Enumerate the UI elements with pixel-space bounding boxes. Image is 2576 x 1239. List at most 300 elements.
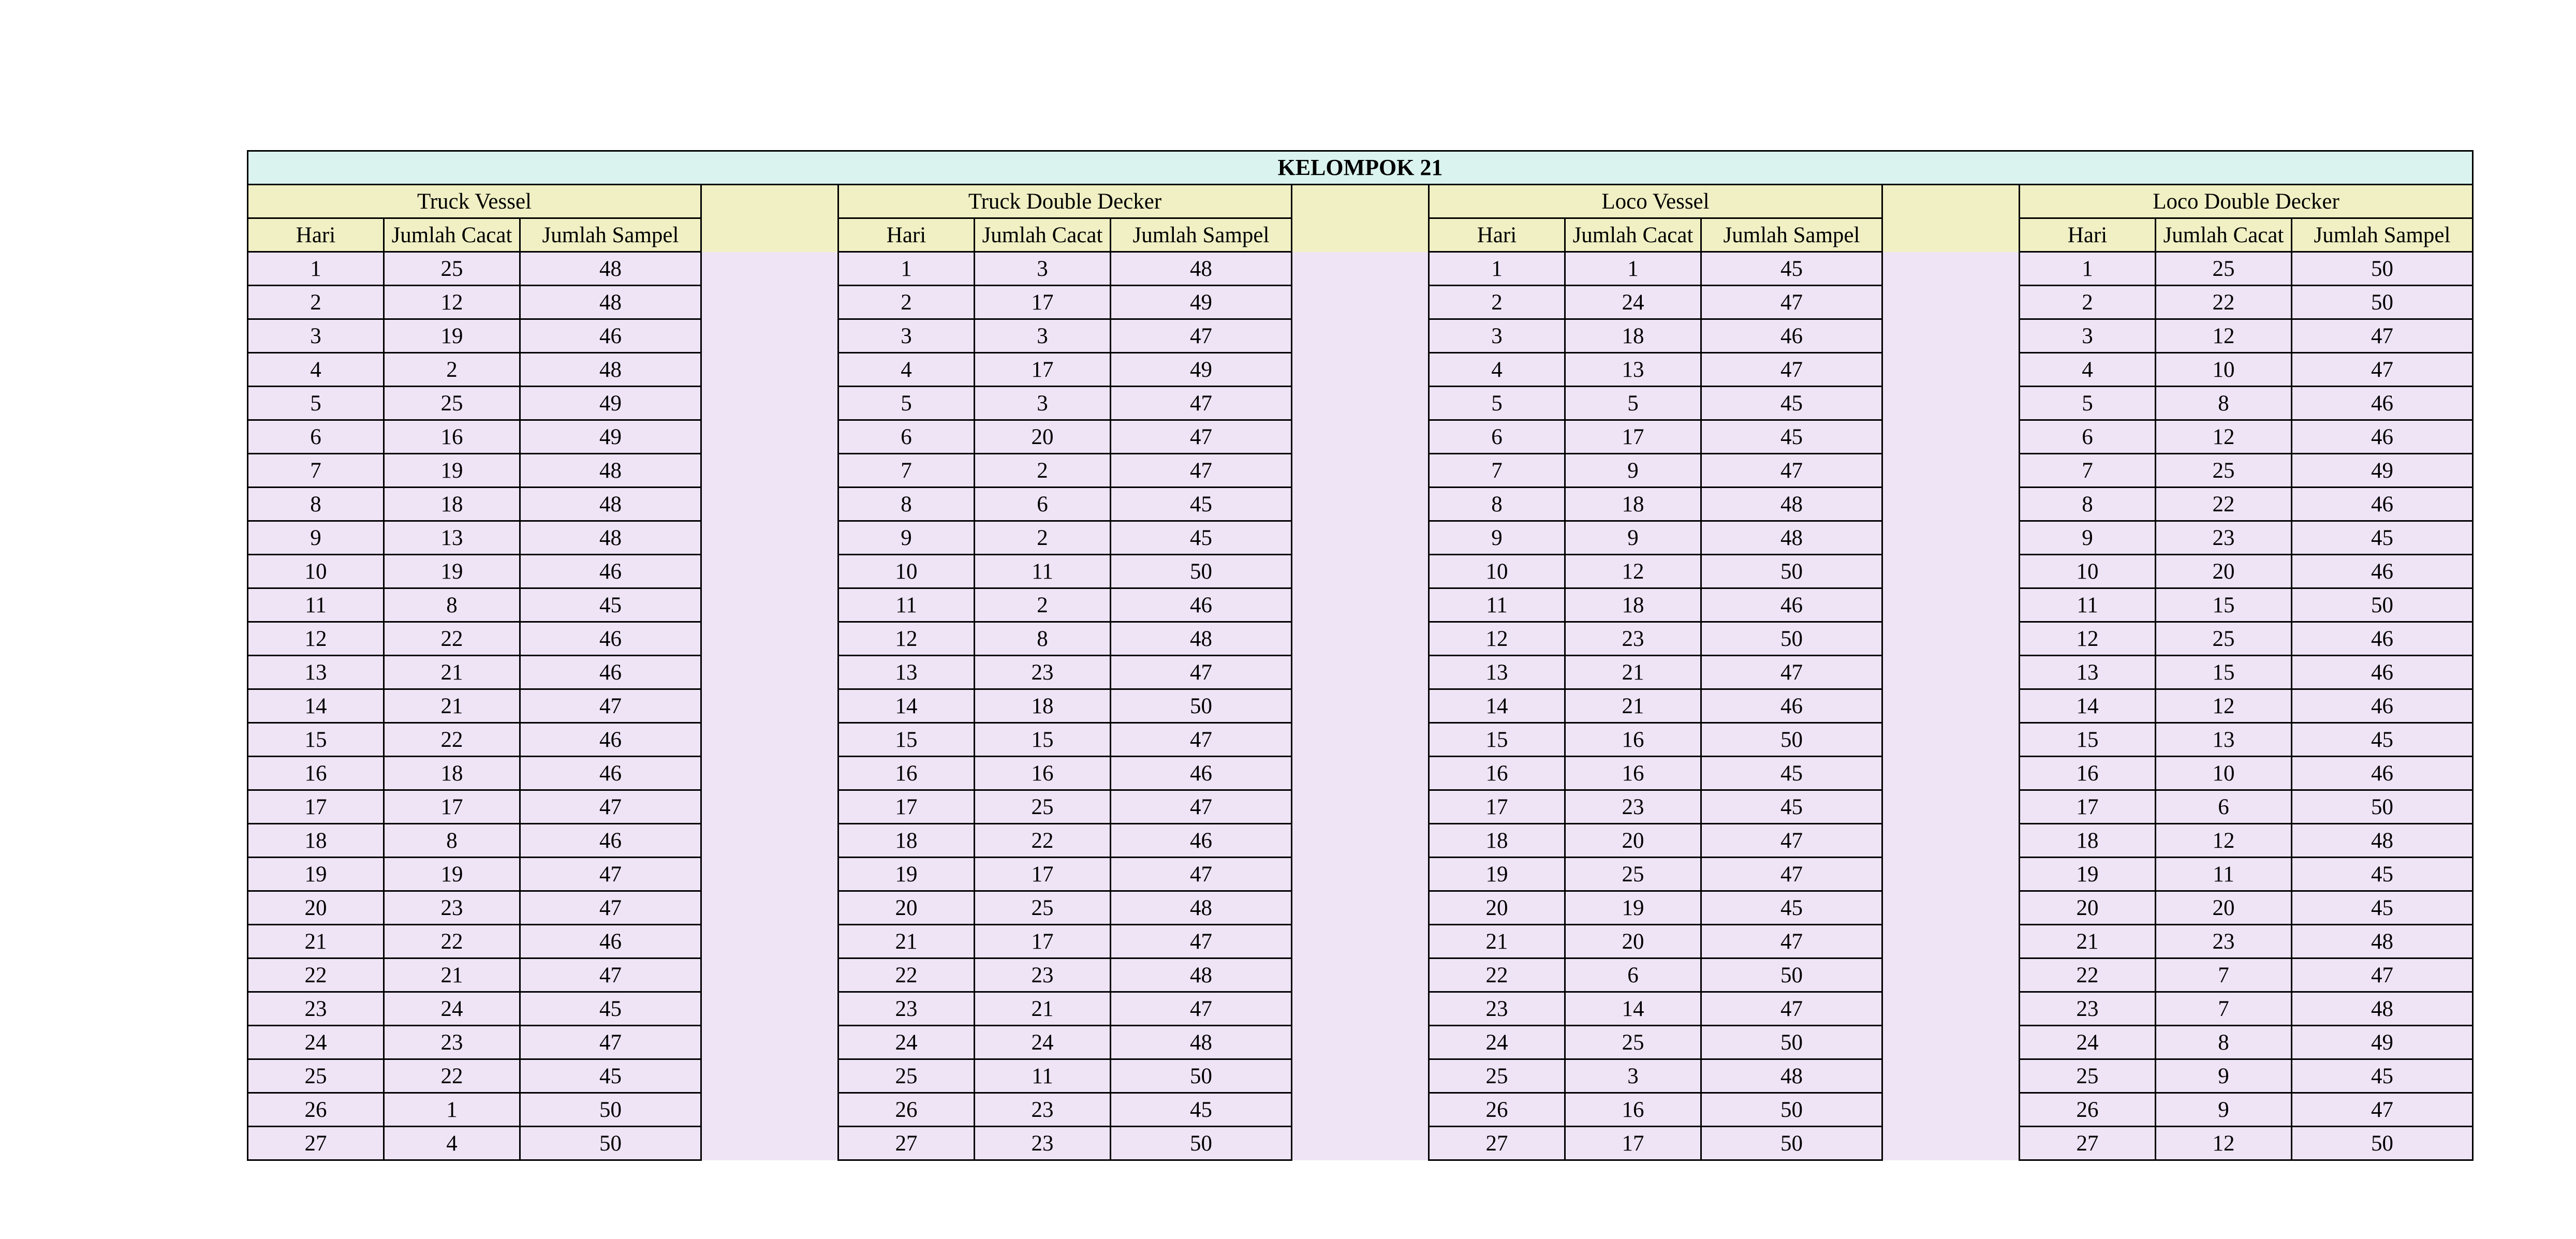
day-cell: 13 <box>248 656 384 689</box>
day-cell: 4 <box>1429 353 1565 387</box>
group-gap <box>1882 723 2020 757</box>
group-gap <box>1292 824 1429 858</box>
sample-count-cell: 50 <box>2292 790 2473 824</box>
defect-count-cell: 25 <box>1565 858 1701 891</box>
day-cell: 13 <box>838 656 975 689</box>
day-cell: 9 <box>2020 521 2156 555</box>
group-gap <box>1882 353 2020 387</box>
day-cell: 16 <box>248 757 384 790</box>
table-row <box>248 858 2473 891</box>
defect-count-cell: 12 <box>2156 420 2292 454</box>
day-cell: 21 <box>2020 925 2156 958</box>
defect-count-cell: 19 <box>384 454 520 488</box>
day-cell: 17 <box>838 790 975 824</box>
day-cell: 22 <box>838 958 975 992</box>
sample-count-cell: 48 <box>1701 1059 1882 1093</box>
day-cell: 3 <box>248 319 384 353</box>
column-header: Hari <box>838 218 975 252</box>
defect-count-cell: 25 <box>384 387 520 420</box>
sample-count-cell: 48 <box>1111 1026 1292 1059</box>
day-cell: 21 <box>1429 925 1565 958</box>
table-row <box>248 656 2473 689</box>
group-gap <box>1882 252 2020 286</box>
group-gap <box>1292 992 1429 1026</box>
day-cell: 18 <box>838 824 975 858</box>
day-cell: 10 <box>2020 555 2156 588</box>
day-cell: 15 <box>248 723 384 757</box>
defect-count-cell: 11 <box>2156 858 2292 891</box>
day-cell: 2 <box>248 286 384 319</box>
defect-count-cell: 10 <box>2156 757 2292 790</box>
defect-count-cell: 17 <box>975 286 1111 319</box>
day-cell: 1 <box>838 252 975 286</box>
sample-count-cell: 50 <box>1111 1059 1292 1093</box>
sample-count-cell: 47 <box>1701 824 1882 858</box>
defect-count-cell: 23 <box>975 1093 1111 1127</box>
defect-count-cell: 23 <box>384 891 520 925</box>
day-cell: 22 <box>248 958 384 992</box>
column-header: Jumlah Sampel <box>1701 218 1882 252</box>
group-gap <box>701 420 838 454</box>
column-header-row <box>248 218 2473 252</box>
sample-count-cell: 50 <box>1701 1026 1882 1059</box>
defect-count-cell: 3 <box>975 319 1111 353</box>
defect-count-cell: 3 <box>975 252 1111 286</box>
day-cell: 15 <box>838 723 975 757</box>
column-header: Jumlah Cacat <box>384 218 520 252</box>
group-gap <box>701 689 838 723</box>
sample-count-cell: 46 <box>1701 689 1882 723</box>
defect-count-cell: 22 <box>975 824 1111 858</box>
defect-count-cell: 10 <box>2156 353 2292 387</box>
day-cell: 11 <box>2020 588 2156 622</box>
day-cell: 27 <box>838 1127 975 1160</box>
day-cell: 11 <box>1429 588 1565 622</box>
group-gap <box>1882 488 2020 521</box>
sample-count-cell: 48 <box>520 488 701 521</box>
defect-count-cell: 11 <box>975 555 1111 588</box>
day-cell: 3 <box>838 319 975 353</box>
table-row <box>248 252 2473 286</box>
sample-count-cell: 47 <box>1701 353 1882 387</box>
sample-count-cell: 50 <box>1111 555 1292 588</box>
group-gap <box>1292 387 1429 420</box>
day-cell: 27 <box>2020 1127 2156 1160</box>
group-gap <box>1882 757 2020 790</box>
sample-count-cell: 45 <box>1111 521 1292 555</box>
defect-count-cell: 9 <box>1565 454 1701 488</box>
table-row <box>248 1026 2473 1059</box>
day-cell: 16 <box>2020 757 2156 790</box>
defect-count-cell: 23 <box>975 958 1111 992</box>
group-gap <box>1882 925 2020 958</box>
day-cell: 10 <box>838 555 975 588</box>
defect-count-cell: 16 <box>975 757 1111 790</box>
table-row <box>248 992 2473 1026</box>
day-cell: 14 <box>1429 689 1565 723</box>
defect-count-cell: 5 <box>1565 387 1701 420</box>
defect-count-cell: 12 <box>2156 319 2292 353</box>
sample-count-cell: 48 <box>2292 992 2473 1026</box>
day-cell: 25 <box>248 1059 384 1093</box>
sample-count-cell: 46 <box>1111 588 1292 622</box>
sample-count-cell: 47 <box>1111 790 1292 824</box>
sample-count-cell: 47 <box>1701 656 1882 689</box>
defect-count-cell: 15 <box>975 723 1111 757</box>
sample-count-cell: 47 <box>1111 420 1292 454</box>
sample-count-cell: 45 <box>520 1059 701 1093</box>
group-gap <box>701 925 838 958</box>
sample-count-cell: 50 <box>1701 958 1882 992</box>
day-cell: 18 <box>1429 824 1565 858</box>
sample-count-cell: 46 <box>520 757 701 790</box>
group-gap <box>1882 1093 2020 1127</box>
day-cell: 13 <box>1429 656 1565 689</box>
defect-count-cell: 18 <box>384 488 520 521</box>
group-gap <box>701 757 838 790</box>
defect-count-cell: 18 <box>1565 319 1701 353</box>
group-gap <box>1292 319 1429 353</box>
table-row <box>248 689 2473 723</box>
group-gap <box>1292 1093 1429 1127</box>
table-title: KELOMPOK 21 <box>248 151 2473 185</box>
defect-count-cell: 21 <box>1565 656 1701 689</box>
sample-count-cell: 46 <box>1701 319 1882 353</box>
group-gap <box>1292 723 1429 757</box>
defect-count-cell: 21 <box>975 992 1111 1026</box>
defect-count-cell: 24 <box>384 992 520 1026</box>
title-row <box>248 151 2473 185</box>
sample-count-cell: 47 <box>1111 992 1292 1026</box>
sample-count-cell: 50 <box>2292 1127 2473 1160</box>
day-cell: 8 <box>248 488 384 521</box>
sample-count-cell: 48 <box>1701 521 1882 555</box>
sample-count-cell: 48 <box>520 521 701 555</box>
day-cell: 6 <box>1429 420 1565 454</box>
day-cell: 12 <box>248 622 384 656</box>
defect-count-cell: 23 <box>384 1026 520 1059</box>
defect-count-cell: 8 <box>2156 1026 2292 1059</box>
defect-count-cell: 22 <box>384 1059 520 1093</box>
day-cell: 24 <box>248 1026 384 1059</box>
group-gap <box>701 454 838 488</box>
day-cell: 2 <box>1429 286 1565 319</box>
group-gap <box>1882 1059 2020 1093</box>
group-gap <box>1292 420 1429 454</box>
group-gap <box>1882 958 2020 992</box>
sample-count-cell: 48 <box>520 454 701 488</box>
sample-count-cell: 50 <box>1111 689 1292 723</box>
day-cell: 2 <box>838 286 975 319</box>
defect-count-cell: 6 <box>2156 790 2292 824</box>
defect-count-cell: 20 <box>975 420 1111 454</box>
sample-count-cell: 45 <box>1701 757 1882 790</box>
day-cell: 22 <box>1429 958 1565 992</box>
sample-count-cell: 45 <box>2292 858 2473 891</box>
group-gap <box>701 723 838 757</box>
day-cell: 17 <box>2020 790 2156 824</box>
table-row <box>248 824 2473 858</box>
table-row <box>248 723 2473 757</box>
table-row <box>248 958 2473 992</box>
day-cell: 8 <box>1429 488 1565 521</box>
table-row <box>248 1127 2473 1160</box>
sample-count-cell: 48 <box>520 286 701 319</box>
defect-count-cell: 18 <box>384 757 520 790</box>
sample-count-cell: 48 <box>520 252 701 286</box>
group-gap <box>1882 286 2020 319</box>
group-gap <box>701 353 838 387</box>
defect-count-cell: 6 <box>975 488 1111 521</box>
defect-count-cell: 22 <box>384 622 520 656</box>
day-cell: 22 <box>2020 958 2156 992</box>
table-row <box>248 555 2473 588</box>
sample-count-cell: 47 <box>1111 925 1292 958</box>
table-row <box>248 353 2473 387</box>
sample-count-cell: 49 <box>1111 286 1292 319</box>
day-cell: 17 <box>248 790 384 824</box>
group-gap <box>701 286 838 319</box>
sample-count-cell: 46 <box>520 723 701 757</box>
group-gap <box>701 1026 838 1059</box>
column-header: Jumlah Cacat <box>1565 218 1701 252</box>
defect-count-cell: 25 <box>384 252 520 286</box>
defect-count-cell: 2 <box>384 353 520 387</box>
defect-count-cell: 4 <box>384 1127 520 1160</box>
sample-count-cell: 48 <box>1111 252 1292 286</box>
sample-count-cell: 46 <box>1111 824 1292 858</box>
defect-count-cell: 19 <box>1565 891 1701 925</box>
day-cell: 26 <box>1429 1093 1565 1127</box>
group-gap <box>701 218 838 252</box>
defect-count-cell: 19 <box>384 319 520 353</box>
day-cell: 14 <box>248 689 384 723</box>
defect-count-cell: 13 <box>2156 723 2292 757</box>
day-cell: 19 <box>2020 858 2156 891</box>
group-gap <box>701 588 838 622</box>
defect-count-cell: 3 <box>1565 1059 1701 1093</box>
table-row <box>248 286 2473 319</box>
sample-count-cell: 45 <box>2292 723 2473 757</box>
sample-count-cell: 45 <box>1701 252 1882 286</box>
sample-count-cell: 45 <box>520 588 701 622</box>
sample-count-cell: 45 <box>2292 1059 2473 1093</box>
defect-count-cell: 16 <box>1565 1093 1701 1127</box>
sample-count-cell: 46 <box>2292 757 2473 790</box>
sample-count-cell: 46 <box>2292 689 2473 723</box>
sample-count-cell: 48 <box>1701 488 1882 521</box>
table-row <box>248 790 2473 824</box>
defect-count-cell: 21 <box>1565 689 1701 723</box>
defect-count-cell: 8 <box>384 824 520 858</box>
group-gap <box>701 319 838 353</box>
defect-count-cell: 18 <box>1565 488 1701 521</box>
defect-count-cell: 17 <box>1565 1127 1701 1160</box>
defect-count-cell: 16 <box>1565 757 1701 790</box>
day-cell: 12 <box>2020 622 2156 656</box>
sample-count-cell: 49 <box>2292 1026 2473 1059</box>
column-header: Jumlah Sampel <box>1111 218 1292 252</box>
group-gap <box>1292 521 1429 555</box>
sample-count-cell: 46 <box>520 622 701 656</box>
sample-count-cell: 50 <box>520 1127 701 1160</box>
defect-count-cell: 25 <box>2156 252 2292 286</box>
sample-count-cell: 45 <box>2292 521 2473 555</box>
defect-count-cell: 19 <box>384 858 520 891</box>
sample-count-cell: 49 <box>520 387 701 420</box>
group-gap <box>701 858 838 891</box>
table-row <box>248 488 2473 521</box>
defect-count-cell: 11 <box>975 1059 1111 1093</box>
day-cell: 7 <box>838 454 975 488</box>
defect-count-cell: 12 <box>1565 555 1701 588</box>
defect-count-cell: 23 <box>2156 521 2292 555</box>
sample-count-cell: 47 <box>1111 319 1292 353</box>
day-cell: 8 <box>838 488 975 521</box>
group-title: Loco Double Decker <box>2020 185 2473 218</box>
group-gap <box>701 958 838 992</box>
day-cell: 19 <box>1429 858 1565 891</box>
sample-count-cell: 47 <box>1111 454 1292 488</box>
group-gap <box>1882 218 2020 252</box>
group-gap <box>701 488 838 521</box>
group-gap <box>701 1059 838 1093</box>
group-gap <box>1292 286 1429 319</box>
day-cell: 3 <box>1429 319 1565 353</box>
day-cell: 16 <box>1429 757 1565 790</box>
column-header: Jumlah Cacat <box>2156 218 2292 252</box>
day-cell: 20 <box>2020 891 2156 925</box>
group-gap <box>1292 958 1429 992</box>
defect-count-cell: 23 <box>975 656 1111 689</box>
defect-count-cell: 17 <box>1565 420 1701 454</box>
day-cell: 5 <box>2020 387 2156 420</box>
day-cell: 6 <box>838 420 975 454</box>
sample-count-cell: 47 <box>2292 1093 2473 1127</box>
defect-count-cell: 17 <box>975 925 1111 958</box>
day-cell: 20 <box>248 891 384 925</box>
group-gap <box>1292 1059 1429 1093</box>
table-row <box>248 588 2473 622</box>
defect-count-cell: 9 <box>2156 1093 2292 1127</box>
defect-count-cell: 20 <box>2156 555 2292 588</box>
defect-count-cell: 24 <box>1565 286 1701 319</box>
sample-count-cell: 47 <box>2292 353 2473 387</box>
defect-count-cell: 22 <box>2156 488 2292 521</box>
table-row <box>248 319 2473 353</box>
defect-count-cell: 8 <box>975 622 1111 656</box>
day-cell: 23 <box>838 992 975 1026</box>
sample-count-cell: 47 <box>1701 925 1882 958</box>
sample-count-cell: 45 <box>2292 891 2473 925</box>
sample-count-cell: 45 <box>520 992 701 1026</box>
sample-count-cell: 46 <box>1701 588 1882 622</box>
sample-count-cell: 46 <box>2292 488 2473 521</box>
day-cell: 9 <box>1429 521 1565 555</box>
defect-count-cell: 23 <box>1565 790 1701 824</box>
day-cell: 5 <box>838 387 975 420</box>
day-cell: 10 <box>248 555 384 588</box>
sample-count-cell: 47 <box>1701 858 1882 891</box>
defect-count-cell: 21 <box>384 958 520 992</box>
defect-count-cell: 2 <box>975 454 1111 488</box>
defect-count-cell: 15 <box>2156 656 2292 689</box>
defect-count-cell: 23 <box>2156 925 2292 958</box>
table-row <box>248 420 2473 454</box>
day-cell: 6 <box>2020 420 2156 454</box>
defect-count-cell: 21 <box>384 656 520 689</box>
sample-count-cell: 47 <box>520 790 701 824</box>
day-cell: 2 <box>2020 286 2156 319</box>
group-gap <box>1292 1026 1429 1059</box>
sample-count-cell: 47 <box>520 689 701 723</box>
defect-count-cell: 17 <box>384 790 520 824</box>
defect-count-cell: 16 <box>384 420 520 454</box>
defect-count-cell: 15 <box>2156 588 2292 622</box>
group-title: Truck Double Decker <box>838 185 1292 218</box>
group-gap <box>1292 656 1429 689</box>
day-cell: 1 <box>248 252 384 286</box>
table-row <box>248 1093 2473 1127</box>
day-cell: 3 <box>2020 319 2156 353</box>
defect-count-cell: 8 <box>384 588 520 622</box>
sample-count-cell: 50 <box>1701 1093 1882 1127</box>
day-cell: 13 <box>2020 656 2156 689</box>
column-header: Hari <box>1429 218 1565 252</box>
defect-count-cell: 3 <box>975 387 1111 420</box>
day-cell: 5 <box>1429 387 1565 420</box>
group-gap <box>1882 622 2020 656</box>
defect-count-cell: 18 <box>975 689 1111 723</box>
sample-count-cell: 45 <box>1701 790 1882 824</box>
group-gap <box>1882 1026 2020 1059</box>
defect-count-cell: 23 <box>975 1127 1111 1160</box>
day-cell: 18 <box>2020 824 2156 858</box>
sample-count-cell: 50 <box>2292 286 2473 319</box>
defect-count-cell: 7 <box>2156 958 2292 992</box>
table-row <box>248 757 2473 790</box>
table-row <box>248 387 2473 420</box>
day-cell: 11 <box>248 588 384 622</box>
day-cell: 10 <box>1429 555 1565 588</box>
sample-count-cell: 45 <box>1111 488 1292 521</box>
defect-count-cell: 17 <box>975 858 1111 891</box>
sample-count-cell: 46 <box>2292 656 2473 689</box>
group-gap <box>1292 622 1429 656</box>
group-gap <box>701 555 838 588</box>
group-gap <box>1882 891 2020 925</box>
defect-count-cell: 2 <box>975 588 1111 622</box>
group-gap <box>1292 353 1429 387</box>
day-cell: 16 <box>838 757 975 790</box>
group-gap <box>1882 992 2020 1026</box>
column-header: Hari <box>2020 218 2156 252</box>
group-gap <box>1292 252 1429 286</box>
sample-count-cell: 50 <box>1701 1127 1882 1160</box>
group-gap <box>701 1093 838 1127</box>
group-gap <box>1882 689 2020 723</box>
group-gap <box>1292 488 1429 521</box>
sample-count-cell: 50 <box>1701 723 1882 757</box>
defect-count-cell: 25 <box>2156 454 2292 488</box>
day-cell: 23 <box>248 992 384 1026</box>
defect-count-cell: 12 <box>384 286 520 319</box>
sample-count-cell: 47 <box>1111 723 1292 757</box>
sample-count-cell: 48 <box>1111 891 1292 925</box>
group-gap <box>1882 790 2020 824</box>
day-cell: 8 <box>2020 488 2156 521</box>
day-cell: 15 <box>1429 723 1565 757</box>
